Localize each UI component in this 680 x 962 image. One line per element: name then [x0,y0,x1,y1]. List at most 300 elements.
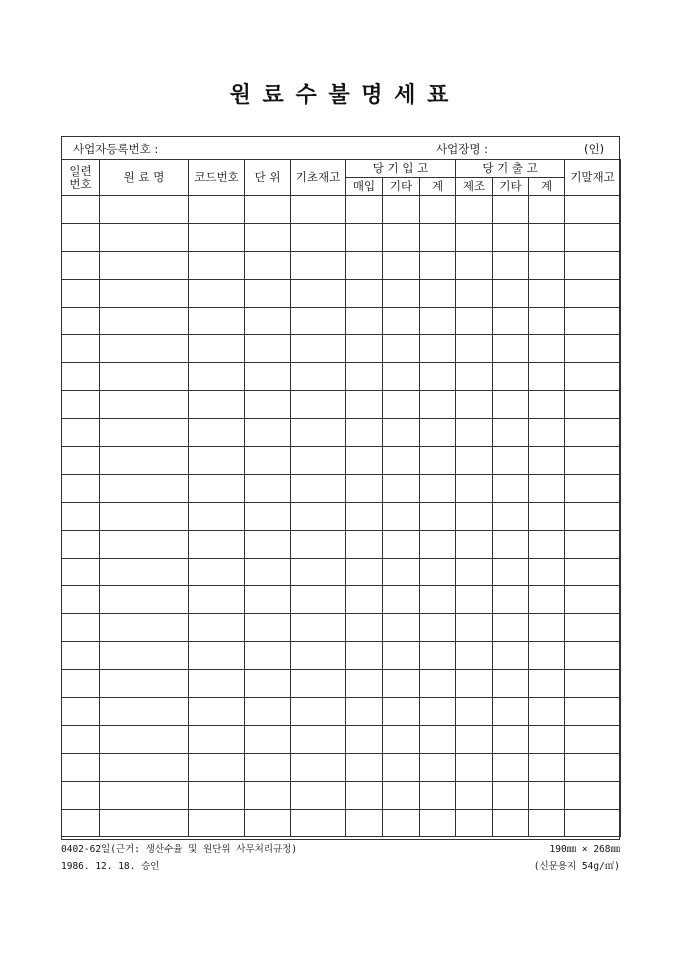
table-cell[interactable] [565,279,621,307]
table-cell[interactable] [529,530,565,558]
table-cell[interactable] [245,781,291,809]
table-cell[interactable] [62,530,100,558]
table-cell[interactable] [346,809,383,837]
table-cell[interactable] [62,670,100,698]
business-info-row [62,137,619,160]
issues-manufacture-header: 제조 [456,178,493,196]
table-cell[interactable] [346,725,383,753]
table-cell[interactable] [189,753,245,781]
table-cell[interactable] [420,307,456,335]
table-cell[interactable] [245,196,291,224]
table-cell[interactable] [420,698,456,726]
table-cell[interactable] [100,586,189,614]
table-cell[interactable] [346,391,383,419]
table-cell[interactable] [383,614,420,642]
table-cell[interactable] [245,558,291,586]
table-cell[interactable] [383,530,420,558]
table-cell[interactable] [493,586,529,614]
table-cell[interactable] [291,474,346,502]
table-cell[interactable] [493,251,529,279]
table-cell[interactable] [346,335,383,363]
table-cell[interactable] [383,670,420,698]
table-cell[interactable] [529,196,565,224]
table-cell[interactable] [529,447,565,475]
table-cell[interactable] [456,586,493,614]
table-cell[interactable] [100,279,189,307]
table-cell[interactable] [420,419,456,447]
table-cell[interactable] [62,558,100,586]
table-cell[interactable] [565,725,621,753]
table-cell[interactable] [383,447,420,475]
table-cell[interactable] [245,223,291,251]
table-cell[interactable] [245,614,291,642]
table-cell[interactable] [565,251,621,279]
table-cell[interactable] [529,586,565,614]
table-cell[interactable] [456,558,493,586]
table-cell[interactable] [420,530,456,558]
table-cell[interactable] [346,558,383,586]
table-cell[interactable] [291,391,346,419]
table-cell[interactable] [62,781,100,809]
table-cell[interactable] [291,642,346,670]
table-cell[interactable] [245,251,291,279]
table-cell[interactable] [62,223,100,251]
table-cell[interactable] [420,391,456,419]
paper-size-note: 190㎜ × 268㎜ [549,844,620,855]
table-cell[interactable] [346,530,383,558]
table-cell[interactable] [245,391,291,419]
table-cell[interactable] [383,279,420,307]
table-cell[interactable] [383,586,420,614]
table-cell[interactable] [189,781,245,809]
table-cell[interactable] [383,698,420,726]
table-cell[interactable] [493,530,529,558]
table-cell[interactable] [346,614,383,642]
table-cell[interactable] [291,586,346,614]
paper-type-note: (신문용지 54g/㎡) [533,861,620,872]
table-cell[interactable] [565,196,621,224]
table-cell[interactable] [346,307,383,335]
table-cell[interactable] [456,391,493,419]
table-cell[interactable] [245,447,291,475]
table-cell[interactable] [493,335,529,363]
table-cell[interactable] [346,586,383,614]
table-cell[interactable] [529,307,565,335]
table-cell[interactable] [383,558,420,586]
table-cell[interactable] [529,502,565,530]
table-cell[interactable] [189,419,245,447]
table-cell[interactable] [493,307,529,335]
table-cell[interactable] [245,502,291,530]
table-row [62,279,621,307]
table-cell[interactable] [346,363,383,391]
table-cell[interactable] [189,474,245,502]
table-cell[interactable] [529,698,565,726]
table-cell[interactable] [62,335,100,363]
table-cell[interactable] [383,419,420,447]
table-cell[interactable] [493,614,529,642]
table-cell[interactable] [100,335,189,363]
table-cell[interactable] [62,279,100,307]
table-cell[interactable] [291,753,346,781]
table-row [62,223,621,251]
table-cell[interactable] [565,586,621,614]
table-cell[interactable] [100,223,189,251]
table-cell[interactable] [245,419,291,447]
table-cell[interactable] [493,809,529,837]
table-cell[interactable] [493,502,529,530]
table-cell[interactable] [565,307,621,335]
table-cell[interactable] [100,251,189,279]
table-cell[interactable] [493,781,529,809]
table-cell[interactable] [456,307,493,335]
table-cell[interactable] [346,251,383,279]
table-cell[interactable] [291,251,346,279]
table-cell[interactable] [420,502,456,530]
table-row [62,642,621,670]
table-cell[interactable] [62,725,100,753]
table-cell[interactable] [420,474,456,502]
table-cell[interactable] [456,363,493,391]
table-cell[interactable] [493,753,529,781]
table-cell[interactable] [100,725,189,753]
table-cell[interactable] [529,670,565,698]
table-cell[interactable] [383,725,420,753]
table-cell[interactable] [383,391,420,419]
issues-total-header: 계 [529,178,565,196]
table-cell[interactable] [291,558,346,586]
opening-stock-header: 기초재고 [291,160,346,196]
table-cell[interactable] [100,781,189,809]
serial-number-header [62,160,100,196]
table-cell[interactable] [456,474,493,502]
table-cell[interactable] [529,251,565,279]
table-cell[interactable] [529,753,565,781]
table-cell[interactable] [189,614,245,642]
table-cell[interactable] [189,642,245,670]
table-cell[interactable] [100,419,189,447]
table-cell[interactable] [565,502,621,530]
table-cell[interactable] [291,698,346,726]
table-cell[interactable] [245,335,291,363]
table-cell[interactable] [493,391,529,419]
table-cell[interactable] [529,809,565,837]
table-cell[interactable] [245,586,291,614]
table-cell[interactable] [529,642,565,670]
table-cell[interactable] [565,753,621,781]
table-cell[interactable] [420,223,456,251]
table-cell[interactable] [456,223,493,251]
table-cell[interactable] [62,391,100,419]
table-cell[interactable] [493,223,529,251]
table-cell[interactable] [565,391,621,419]
table-cell[interactable] [420,196,456,224]
table-cell[interactable] [456,196,493,224]
table-cell[interactable] [189,670,245,698]
table-cell[interactable] [346,781,383,809]
table-cell[interactable] [62,614,100,642]
table-cell[interactable] [565,530,621,558]
table-cell[interactable] [420,642,456,670]
table-cell[interactable] [346,447,383,475]
table-cell[interactable] [62,809,100,837]
table-cell[interactable] [565,670,621,698]
table-cell[interactable] [189,809,245,837]
table-cell[interactable] [100,196,189,224]
table-cell[interactable] [245,698,291,726]
table-cell[interactable] [565,614,621,642]
table-cell[interactable] [291,781,346,809]
table-cell[interactable] [189,251,245,279]
table-cell[interactable] [189,279,245,307]
table-cell[interactable] [383,502,420,530]
table-cell[interactable] [456,279,493,307]
table-row [62,474,621,502]
table-cell[interactable] [420,586,456,614]
table-cell[interactable] [245,279,291,307]
table-cell[interactable] [291,809,346,837]
unit-header: 단 위 [245,160,291,196]
table-cell[interactable] [62,307,100,335]
table-cell[interactable] [456,698,493,726]
table-cell[interactable] [383,809,420,837]
table-cell[interactable] [420,279,456,307]
table-cell[interactable] [245,530,291,558]
table-cell[interactable] [493,196,529,224]
table-cell[interactable] [493,363,529,391]
table-cell[interactable] [245,474,291,502]
table-cell[interactable] [383,781,420,809]
table-cell[interactable] [62,363,100,391]
receipts-other-header: 기타 [383,178,420,196]
table-cell[interactable] [565,447,621,475]
table-cell[interactable] [420,725,456,753]
table-cell[interactable] [189,223,245,251]
table-cell[interactable] [420,614,456,642]
table-cell[interactable] [565,474,621,502]
table-cell[interactable] [565,223,621,251]
table-cell[interactable] [456,809,493,837]
table-cell[interactable] [346,670,383,698]
table-cell[interactable] [383,196,420,224]
table-cell[interactable] [346,474,383,502]
table-cell[interactable] [346,223,383,251]
table-cell[interactable] [493,670,529,698]
table-cell[interactable] [383,753,420,781]
table-cell[interactable] [291,279,346,307]
table-cell[interactable] [189,196,245,224]
table-row [62,558,621,586]
table-cell[interactable] [529,223,565,251]
table-cell[interactable] [456,502,493,530]
table-cell[interactable] [529,781,565,809]
table-cell[interactable] [245,809,291,837]
table-cell[interactable] [529,614,565,642]
table-cell[interactable] [493,725,529,753]
table-cell[interactable] [529,558,565,586]
table-cell[interactable] [291,335,346,363]
table-cell[interactable] [493,698,529,726]
table-cell[interactable] [291,307,346,335]
table-cell[interactable] [456,781,493,809]
table-cell[interactable] [291,196,346,224]
table-cell[interactable] [245,307,291,335]
table-cell[interactable] [62,419,100,447]
table-cell[interactable] [565,781,621,809]
table-cell[interactable] [189,502,245,530]
table-cell[interactable] [420,781,456,809]
table-cell[interactable] [529,391,565,419]
table-cell[interactable] [100,363,189,391]
table-cell[interactable] [100,642,189,670]
table-cell[interactable] [62,447,100,475]
table-cell[interactable] [420,809,456,837]
table-cell[interactable] [100,753,189,781]
table-cell[interactable] [383,335,420,363]
table-cell[interactable] [383,363,420,391]
table-cell[interactable] [245,642,291,670]
table-cell[interactable] [245,753,291,781]
table-cell[interactable] [346,698,383,726]
table-cell[interactable] [346,419,383,447]
table-cell[interactable] [420,251,456,279]
table-cell[interactable] [456,725,493,753]
table-cell[interactable] [100,614,189,642]
table-cell[interactable] [100,670,189,698]
table-cell[interactable] [245,363,291,391]
table-cell[interactable] [529,335,565,363]
table-cell[interactable] [100,391,189,419]
table-cell[interactable] [529,279,565,307]
table-cell[interactable] [62,753,100,781]
table-cell[interactable] [529,419,565,447]
table-cell[interactable] [420,447,456,475]
table-cell[interactable] [383,474,420,502]
table-cell[interactable] [291,614,346,642]
table-cell[interactable] [189,725,245,753]
table-cell[interactable] [189,307,245,335]
table-cell[interactable] [456,642,493,670]
table-cell[interactable] [456,614,493,642]
table-row [62,419,621,447]
table-cell[interactable] [245,670,291,698]
table-cell[interactable] [420,753,456,781]
table-cell[interactable] [529,474,565,502]
table-cell[interactable] [346,196,383,224]
table-cell[interactable] [100,530,189,558]
table-cell[interactable] [456,753,493,781]
table-cell[interactable] [62,502,100,530]
table-cell[interactable] [383,642,420,670]
table-cell[interactable] [565,419,621,447]
table-cell[interactable] [100,307,189,335]
table-cell[interactable] [291,725,346,753]
table-cell[interactable] [291,502,346,530]
table-row [62,251,621,279]
table-cell[interactable] [565,558,621,586]
table-cell[interactable] [565,698,621,726]
table-cell[interactable] [383,223,420,251]
table-cell[interactable] [493,558,529,586]
table-row [62,725,621,753]
table-cell[interactable] [100,558,189,586]
table-cell[interactable] [383,251,420,279]
table-cell[interactable] [456,530,493,558]
table-cell[interactable] [456,670,493,698]
table-cell[interactable] [456,335,493,363]
table-cell[interactable] [291,363,346,391]
table-cell[interactable] [291,670,346,698]
table-cell[interactable] [62,251,100,279]
serial-header-line2: 번호 [69,176,92,191]
table-cell[interactable] [100,447,189,475]
table-cell[interactable] [291,447,346,475]
table-cell[interactable] [420,558,456,586]
table-cell[interactable] [346,279,383,307]
table-cell[interactable] [493,279,529,307]
table-cell[interactable] [291,223,346,251]
table-cell[interactable] [189,363,245,391]
table-cell[interactable] [529,725,565,753]
table-cell[interactable] [62,642,100,670]
table-cell[interactable] [346,502,383,530]
table-cell[interactable] [420,363,456,391]
table-row [62,307,621,335]
approval-note: 1986. 12. 18. 승인 [61,861,160,872]
table-cell[interactable] [189,530,245,558]
table-row [62,753,621,781]
table-cell[interactable] [420,335,456,363]
table-cell[interactable] [62,698,100,726]
table-cell[interactable] [420,670,456,698]
table-cell[interactable] [291,530,346,558]
table-cell[interactable] [456,419,493,447]
table-cell[interactable] [565,363,621,391]
table-cell[interactable] [493,447,529,475]
table-cell[interactable] [529,363,565,391]
table-row [62,530,621,558]
table-cell[interactable] [100,474,189,502]
table-cell[interactable] [62,196,100,224]
table-cell[interactable] [456,447,493,475]
table-cell[interactable] [565,335,621,363]
table-row [62,502,621,530]
table-cell[interactable] [456,251,493,279]
table-cell[interactable] [100,698,189,726]
table-cell[interactable] [493,642,529,670]
table-cell[interactable] [493,419,529,447]
table-cell[interactable] [346,753,383,781]
table-cell[interactable] [565,809,621,837]
table-cell[interactable] [62,586,100,614]
table-cell[interactable] [189,586,245,614]
table-cell[interactable] [346,642,383,670]
table-cell[interactable] [493,474,529,502]
business-name-label: 사업장명 : [436,142,488,156]
table-cell[interactable] [189,335,245,363]
table-cell[interactable] [189,391,245,419]
table-cell[interactable] [189,447,245,475]
table-cell[interactable] [565,642,621,670]
table-cell[interactable] [189,558,245,586]
table-cell[interactable] [245,725,291,753]
table-cell[interactable] [62,474,100,502]
table-cell[interactable] [383,307,420,335]
table-cell[interactable] [100,809,189,837]
table-cell[interactable] [291,419,346,447]
table-cell[interactable] [100,502,189,530]
table-cell[interactable] [189,698,245,726]
